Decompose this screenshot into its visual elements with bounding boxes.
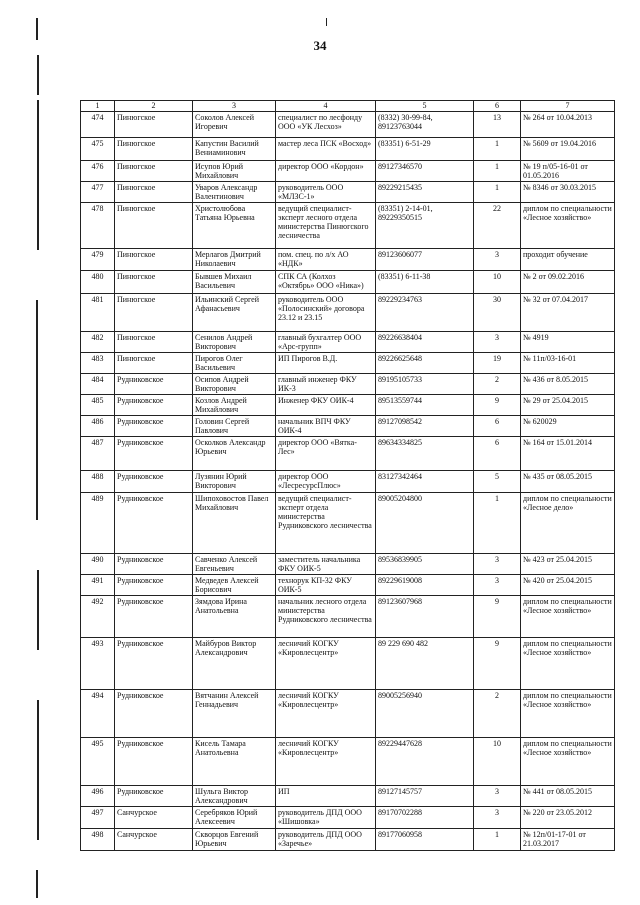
cell-row-number: 484	[81, 374, 115, 395]
table-row	[81, 829, 615, 851]
cell-count: 10	[474, 738, 521, 786]
table-row	[81, 493, 615, 554]
cell-phone: 89005204800	[376, 493, 474, 554]
cell-count: 6	[474, 437, 521, 471]
cell-document: № 12п/01-17-01 от 21.03.2017	[521, 829, 615, 851]
cell-district: Рудниковское	[115, 493, 193, 554]
cell-district: Рудниковское	[115, 596, 193, 638]
cell-document: № 2 от 09.02.2016	[521, 271, 615, 294]
cell-position: Инженер ФКУ ОИК-4	[276, 395, 376, 416]
cell-count: 5	[474, 471, 521, 493]
cell-phone: (83351) 2-14-01, 89229350515	[376, 203, 474, 249]
cell-row-number: 482	[81, 332, 115, 353]
table-row	[81, 353, 615, 374]
cell-full-name: Головин Сергей Павлович	[193, 416, 276, 437]
cell-row-number: 486	[81, 416, 115, 437]
cell-phone: 89123607968	[376, 596, 474, 638]
cell-phone: 89634334825	[376, 437, 474, 471]
cell-document: № 620029	[521, 416, 615, 437]
table-row	[81, 374, 615, 395]
cell-position: лесничий КОГКУ «Кировлесцентр»	[276, 690, 376, 738]
cell-document: № 8346 от 30.03.2015	[521, 182, 615, 203]
cell-district: Пинюгское	[115, 161, 193, 182]
cell-position: руководитель ООО «Полосинский» договора 23.12 и 23.15	[276, 294, 376, 332]
column-header: 3	[193, 101, 276, 112]
column-header: 6	[474, 101, 521, 112]
table-row	[81, 554, 615, 575]
cell-full-name: Мерлагов Дмитрий Николаевич	[193, 249, 276, 271]
cell-phone: 89005256940	[376, 690, 474, 738]
cell-document: № 5609 от 19.04.2016	[521, 138, 615, 161]
margin-mark	[36, 870, 38, 898]
cell-phone: 89123606077	[376, 249, 474, 271]
cell-document: диплом по специальности «Лесное хозяйство»	[521, 738, 615, 786]
cell-full-name: Козлов Андрей Михайлович	[193, 395, 276, 416]
cell-count: 2	[474, 690, 521, 738]
cell-full-name: Бывшев Михаил Васильевич	[193, 271, 276, 294]
cell-district: Рудниковское	[115, 374, 193, 395]
cell-phone: 89229215435	[376, 182, 474, 203]
cell-full-name: Савченко Алексей Евгеньевич	[193, 554, 276, 575]
cell-phone: 89229619008	[376, 575, 474, 596]
cell-phone: 89513559744	[376, 395, 474, 416]
cell-document: № 4919	[521, 332, 615, 353]
table-row	[81, 738, 615, 786]
cell-document: диплом по специальности «Лесное дело»	[521, 493, 615, 554]
cell-position: СПК СА (Колхоз «Октябрь» ООО «Ника»)	[276, 271, 376, 294]
cell-row-number: 491	[81, 575, 115, 596]
cell-row-number: 493	[81, 638, 115, 690]
cell-phone: 89127098542	[376, 416, 474, 437]
cell-district: Рудниковское	[115, 471, 193, 493]
table-row	[81, 249, 615, 271]
cell-count: 9	[474, 596, 521, 638]
cell-position: директор ООО «Кордон»	[276, 161, 376, 182]
cell-position: директор ООО «ЛесресурсПлюс»	[276, 471, 376, 493]
cell-row-number: 476	[81, 161, 115, 182]
cell-document: № 441 от 08.05.2015	[521, 786, 615, 807]
cell-row-number: 487	[81, 437, 115, 471]
cell-position: директор ООО «Вятка-Лес»	[276, 437, 376, 471]
margin-mark	[37, 570, 39, 650]
cell-position: главный бухгалтер ООО «Арс-групп»	[276, 332, 376, 353]
cell-phone: 89229447628	[376, 738, 474, 786]
cell-row-number: 488	[81, 471, 115, 493]
cell-position: руководитель ДПД ООО «Шишовка»	[276, 807, 376, 829]
cell-document: диплом по специальности «Лесное хозяйство»	[521, 638, 615, 690]
cell-count: 9	[474, 638, 521, 690]
cell-full-name: Сенилов Андрей Викторович	[193, 332, 276, 353]
cell-full-name: Скворцов Евгений Юрьевич	[193, 829, 276, 851]
cell-phone: 89195105733	[376, 374, 474, 395]
column-header: 5	[376, 101, 474, 112]
cell-document: диплом по специальности «Лесное хозяйство»	[521, 596, 615, 638]
table-row	[81, 332, 615, 353]
cell-row-number: 475	[81, 138, 115, 161]
table-row	[81, 271, 615, 294]
cell-full-name: Зямдова Ирина Анатольевна	[193, 596, 276, 638]
cell-district: Рудниковское	[115, 738, 193, 786]
column-header: 1	[81, 101, 115, 112]
cell-position: заместитель начальника ФКУ ОИК-5	[276, 554, 376, 575]
table-body	[81, 112, 615, 851]
cell-position: ведущий специалист-эксперт отдела министерства Рудниковского лесничества	[276, 493, 376, 554]
table-row	[81, 471, 615, 493]
cell-phone: 89226638404	[376, 332, 474, 353]
cell-count: 10	[474, 271, 521, 294]
cell-count: 3	[474, 332, 521, 353]
cell-district: Санчурское	[115, 807, 193, 829]
page-number: 34	[313, 38, 327, 53]
cell-phone: 89536839905	[376, 554, 474, 575]
table-row	[81, 112, 615, 138]
cell-full-name: Ильинский Сергей Афанасьевич	[193, 294, 276, 332]
table-row	[81, 395, 615, 416]
cell-phone: (83351) 6-51-29	[376, 138, 474, 161]
cell-count: 3	[474, 807, 521, 829]
cell-row-number: 478	[81, 203, 115, 249]
cell-document: № 436 от 8.05.2015	[521, 374, 615, 395]
cell-count: 30	[474, 294, 521, 332]
cell-full-name: Серебряков Юрий Алексеевич	[193, 807, 276, 829]
cell-row-number: 490	[81, 554, 115, 575]
table-row	[81, 138, 615, 161]
column-header: 2	[115, 101, 193, 112]
cell-row-number: 495	[81, 738, 115, 786]
cell-district: Санчурское	[115, 829, 193, 851]
table-row	[81, 690, 615, 738]
cell-phone: (83351) 6-11-38	[376, 271, 474, 294]
cell-position: лесничий КОГКУ «Кировлесцентр»	[276, 738, 376, 786]
margin-mark	[37, 100, 39, 250]
cell-position: специалист по лесфонду ООО «УК Лесхоз»	[276, 112, 376, 138]
margin-mark	[37, 700, 39, 840]
cell-phone: 89226625648	[376, 353, 474, 374]
cell-position: ведущий специалист-эксперт лесного отдела министерства Пинюгского лесничества	[276, 203, 376, 249]
cell-position: руководитель ООО «МЛЗС-1»	[276, 182, 376, 203]
cell-phone: 83127342464	[376, 471, 474, 493]
cell-position: ИП	[276, 786, 376, 807]
table-row	[81, 203, 615, 249]
cell-district: Пинюгское	[115, 203, 193, 249]
cell-full-name: Пирогов Олег Васильевич	[193, 353, 276, 374]
cell-district: Рудниковское	[115, 690, 193, 738]
cell-position: ИП Пирогов В.Д.	[276, 353, 376, 374]
cell-district: Пинюгское	[115, 249, 193, 271]
cell-phone: 89127145757	[376, 786, 474, 807]
cell-district: Рудниковское	[115, 395, 193, 416]
cell-phone: 89 229 690 482	[376, 638, 474, 690]
cell-row-number: 496	[81, 786, 115, 807]
cell-row-number: 492	[81, 596, 115, 638]
margin-mark	[36, 18, 38, 40]
cell-district: Рудниковское	[115, 554, 193, 575]
table-header-row	[81, 101, 615, 112]
cell-phone: 89170702288	[376, 807, 474, 829]
cell-position: начальник лесного отдела министерства Рудниковского лесничества	[276, 596, 376, 638]
cell-district: Рудниковское	[115, 638, 193, 690]
cell-position: технорук КП-32 ФКУ ОИК-5	[276, 575, 376, 596]
cell-full-name: Лузянин Юрий Викторович	[193, 471, 276, 493]
cell-district: Пинюгское	[115, 138, 193, 161]
cell-full-name: Осколков Александр Юрьевич	[193, 437, 276, 471]
table-row	[81, 638, 615, 690]
cell-row-number: 477	[81, 182, 115, 203]
cell-row-number: 497	[81, 807, 115, 829]
cell-count: 13	[474, 112, 521, 138]
cell-document: № 423 от 25.04.2015	[521, 554, 615, 575]
cell-district: Пинюгское	[115, 353, 193, 374]
cell-full-name: Уваров Александр Валентинович	[193, 182, 276, 203]
table-row	[81, 575, 615, 596]
cell-document: № 164 от 15.01.2014	[521, 437, 615, 471]
cell-count: 22	[474, 203, 521, 249]
cell-document: диплом по специальности «Лесное хозяйство»	[521, 203, 615, 249]
cell-count: 3	[474, 786, 521, 807]
cell-full-name: Медведев Алексей Борисович	[193, 575, 276, 596]
cell-position: мастер леса ПСК «Восход»	[276, 138, 376, 161]
column-header: 4	[276, 101, 376, 112]
cell-document: № 264 от 10.04.2013	[521, 112, 615, 138]
cell-district: Пинюгское	[115, 294, 193, 332]
cell-full-name: Шипоховостов Павел Михайлович	[193, 493, 276, 554]
column-header: 7	[521, 101, 615, 112]
table-row	[81, 161, 615, 182]
cell-row-number: 494	[81, 690, 115, 738]
cell-document: № 19 п/05-16-01 от 01.05.2016	[521, 161, 615, 182]
cell-row-number: 489	[81, 493, 115, 554]
cell-full-name: Осипов Андрей Викторович	[193, 374, 276, 395]
cell-district: Пинюгское	[115, 112, 193, 138]
cell-district: Рудниковское	[115, 437, 193, 471]
cell-document: № 32 от 07.04.2017	[521, 294, 615, 332]
margin-mark	[36, 300, 38, 520]
cell-count: 1	[474, 493, 521, 554]
cell-position: руководитель ДПД ООО «Заречье»	[276, 829, 376, 851]
cell-full-name: Соколов Алексей Игоревич	[193, 112, 276, 138]
cell-document: № 435 от 08.05.2015	[521, 471, 615, 493]
cell-count: 9	[474, 395, 521, 416]
cell-row-number: 474	[81, 112, 115, 138]
table-row	[81, 807, 615, 829]
cell-count: 3	[474, 554, 521, 575]
cell-full-name: Кисель Тамара Анатольевна	[193, 738, 276, 786]
cell-row-number: 480	[81, 271, 115, 294]
cell-district: Пинюгское	[115, 182, 193, 203]
cell-phone: 89127346570	[376, 161, 474, 182]
cell-phone: 89177060958	[376, 829, 474, 851]
cell-document: № 29 от 25.04.2015	[521, 395, 615, 416]
table-row	[81, 786, 615, 807]
cell-position: пом. спец. по л/х АО «НДК»	[276, 249, 376, 271]
cell-row-number: 483	[81, 353, 115, 374]
cell-count: 1	[474, 138, 521, 161]
table-row	[81, 416, 615, 437]
cell-position: главный инженер ФКУ ИК-3	[276, 374, 376, 395]
cell-district: Рудниковское	[115, 786, 193, 807]
cell-district: Рудниковское	[115, 575, 193, 596]
cell-district: Пинюгское	[115, 271, 193, 294]
cell-document: № 11п/03-16-01	[521, 353, 615, 374]
table-row	[81, 182, 615, 203]
cell-district: Пинюгское	[115, 332, 193, 353]
cell-row-number: 479	[81, 249, 115, 271]
table-row	[81, 437, 615, 471]
margin-mark	[326, 18, 327, 26]
cell-document: № 420 от 25.04.2015	[521, 575, 615, 596]
cell-full-name: Христолюбова Татьяна Юрьевна	[193, 203, 276, 249]
cell-row-number: 498	[81, 829, 115, 851]
cell-row-number: 485	[81, 395, 115, 416]
cell-count: 1	[474, 161, 521, 182]
table-row	[81, 596, 615, 638]
margin-mark	[37, 55, 39, 95]
cell-phone: 89229234763	[376, 294, 474, 332]
cell-full-name: Майбуров Виктор Александрович	[193, 638, 276, 690]
cell-position: начальник ВПЧ ФКУ ОИК-4	[276, 416, 376, 437]
cell-full-name: Вятчанин Алексей Геннадьевич	[193, 690, 276, 738]
cell-full-name: Капустин Василий Вениаминович	[193, 138, 276, 161]
cell-row-number: 481	[81, 294, 115, 332]
cell-document: диплом по специальности «Лесное хозяйство»	[521, 690, 615, 738]
cell-count: 1	[474, 829, 521, 851]
cell-full-name: Исупов Юрий Михайлович	[193, 161, 276, 182]
cell-count: 3	[474, 575, 521, 596]
cell-phone: (8332) 30-99-84, 89123763044	[376, 112, 474, 138]
cell-position: лесничий КОГКУ «Кировлесцентр»	[276, 638, 376, 690]
table-row	[81, 294, 615, 332]
cell-full-name: Шульга Виктор Александрович	[193, 786, 276, 807]
cell-document: № 220 от 23.05.2012	[521, 807, 615, 829]
cell-district: Рудниковское	[115, 416, 193, 437]
cell-count: 19	[474, 353, 521, 374]
cell-count: 1	[474, 182, 521, 203]
cell-count: 2	[474, 374, 521, 395]
cell-count: 3	[474, 249, 521, 271]
records-table	[80, 100, 615, 851]
cell-document: проходит обучение	[521, 249, 615, 271]
cell-count: 6	[474, 416, 521, 437]
